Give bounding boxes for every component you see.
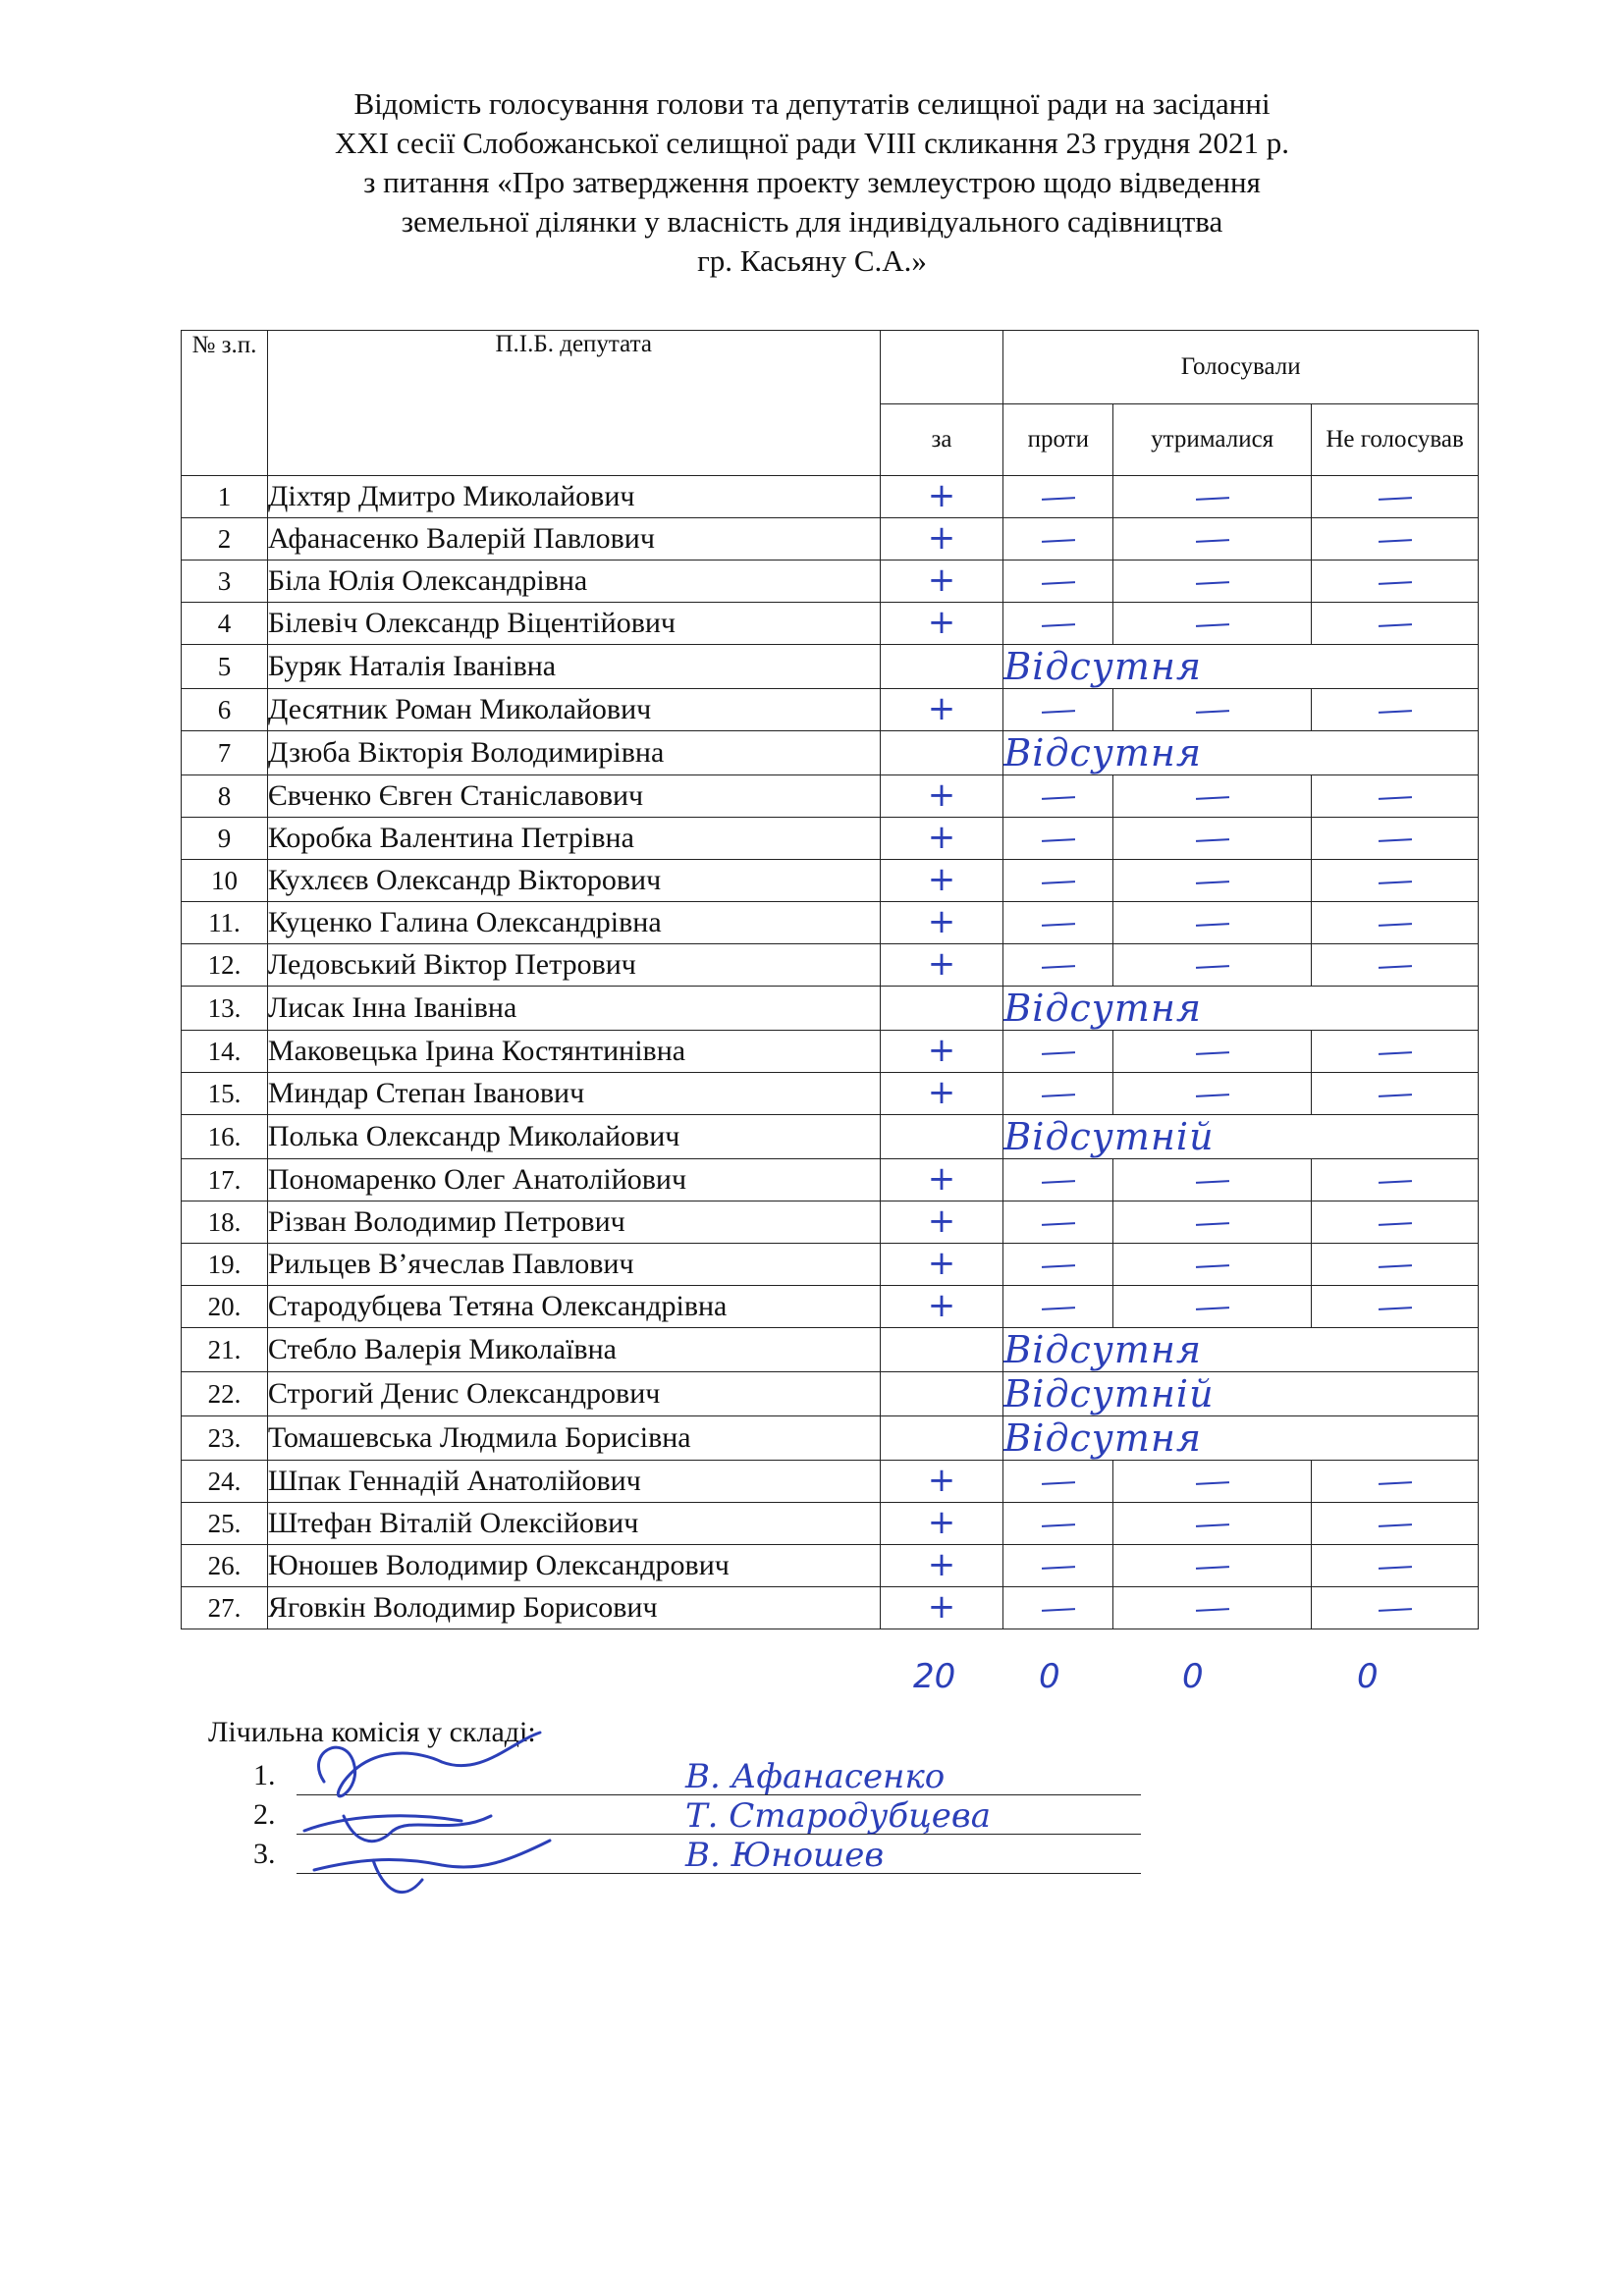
table-row bbox=[182, 1244, 1479, 1286]
plus-mark: + bbox=[927, 1587, 956, 1627]
dash-mark bbox=[1196, 1307, 1229, 1310]
plus-mark: + bbox=[927, 1545, 956, 1584]
vote-proty-cell bbox=[1003, 1201, 1113, 1244]
row-number: 10 bbox=[182, 860, 268, 902]
dash-mark bbox=[1196, 1481, 1229, 1485]
vote-proty-cell bbox=[1003, 944, 1113, 987]
vote-utrymalysia-cell bbox=[1113, 775, 1312, 818]
plus-mark: + bbox=[927, 476, 956, 515]
dash-mark bbox=[1196, 1180, 1229, 1184]
table-row bbox=[182, 645, 1479, 689]
dash-mark bbox=[1042, 1222, 1075, 1226]
member-number: 1. bbox=[253, 1759, 276, 1791]
vote-proty-cell bbox=[1003, 1545, 1113, 1587]
dash-mark bbox=[1379, 1481, 1412, 1485]
vote-za-cell bbox=[880, 902, 1003, 944]
header-name: П.І.Б. депутата bbox=[267, 331, 880, 476]
absent-note: Відсутня bbox=[1003, 1416, 1479, 1461]
vote-za-cell bbox=[880, 731, 1003, 775]
vote-utrymalysia-cell bbox=[1113, 689, 1312, 731]
total-utrymalysia: 0 bbox=[1182, 1657, 1204, 1696]
handwritten-signatures bbox=[285, 1723, 599, 1909]
dash-mark bbox=[1042, 1566, 1075, 1570]
plus-mark: + bbox=[927, 561, 956, 600]
dash-mark bbox=[1042, 1094, 1075, 1097]
plus-mark: + bbox=[927, 1201, 956, 1241]
header-ne-holosuvav: Не голосував bbox=[1312, 403, 1479, 476]
vote-za-cell bbox=[880, 1244, 1003, 1286]
title-line-1: Відомість голосування голови та депутатів селищної ради на засіданні bbox=[353, 86, 1271, 121]
vote-utrymalysia-cell bbox=[1113, 1587, 1312, 1629]
deputy-name: Юношев Володимир Олександрович bbox=[267, 1545, 880, 1587]
dash-mark bbox=[1042, 923, 1075, 927]
vote-za-cell bbox=[880, 1503, 1003, 1545]
deputy-name: Кухлєєв Олександр Вікторович bbox=[267, 860, 880, 902]
dash-mark bbox=[1196, 539, 1229, 543]
dash-mark bbox=[1196, 1523, 1229, 1527]
member-name: В. Афанасенко bbox=[685, 1757, 946, 1796]
vote-za-cell bbox=[880, 1461, 1003, 1503]
dash-mark bbox=[1196, 581, 1229, 585]
row-number: 7 bbox=[182, 731, 268, 775]
plus-mark: + bbox=[927, 518, 956, 558]
table-row bbox=[182, 818, 1479, 860]
plus-mark: + bbox=[927, 603, 956, 642]
table-row bbox=[182, 860, 1479, 902]
vote-za-cell bbox=[880, 1201, 1003, 1244]
dash-mark bbox=[1042, 838, 1075, 842]
vote-za-cell bbox=[880, 1159, 1003, 1201]
row-number: 13. bbox=[182, 987, 268, 1031]
vote-za-cell bbox=[880, 1372, 1003, 1416]
deputy-name: Діхтяр Дмитро Миколайович bbox=[267, 476, 880, 518]
vote-ne-holosuvav-cell bbox=[1312, 775, 1479, 818]
deputy-name: Десятник Роман Миколайович bbox=[267, 689, 880, 731]
vote-ne-holosuvav-cell bbox=[1312, 689, 1479, 731]
deputy-name: Полька Олександр Миколайович bbox=[267, 1115, 880, 1159]
dash-mark bbox=[1379, 1264, 1412, 1268]
vote-utrymalysia-cell bbox=[1113, 561, 1312, 603]
vote-utrymalysia-cell bbox=[1113, 1031, 1312, 1073]
row-number: 25. bbox=[182, 1503, 268, 1545]
row-number: 20. bbox=[182, 1286, 268, 1328]
dash-mark bbox=[1196, 965, 1229, 969]
vote-proty-cell bbox=[1003, 603, 1113, 645]
table-row bbox=[182, 476, 1479, 518]
plus-mark: + bbox=[927, 860, 956, 899]
table-row bbox=[182, 518, 1479, 561]
row-number: 24. bbox=[182, 1461, 268, 1503]
absent-note: Відсутній bbox=[1003, 1372, 1479, 1416]
row-number: 26. bbox=[182, 1545, 268, 1587]
deputy-name: Куценко Галина Олександрівна bbox=[267, 902, 880, 944]
member-number: 3. bbox=[253, 1838, 276, 1870]
dash-mark bbox=[1042, 581, 1075, 585]
deputy-name: Штефан Віталій Олексійович bbox=[267, 1503, 880, 1545]
row-number: 18. bbox=[182, 1201, 268, 1244]
vote-ne-holosuvav-cell bbox=[1312, 860, 1479, 902]
vote-ne-holosuvav-cell bbox=[1312, 1201, 1479, 1244]
dash-mark bbox=[1379, 623, 1412, 627]
vote-utrymalysia-cell bbox=[1113, 902, 1312, 944]
vote-utrymalysia-cell bbox=[1113, 603, 1312, 645]
dash-mark bbox=[1379, 1222, 1412, 1226]
header-proty: проти bbox=[1003, 403, 1113, 476]
table-row bbox=[182, 1031, 1479, 1073]
dash-mark bbox=[1042, 497, 1075, 501]
vote-za-cell bbox=[880, 818, 1003, 860]
vote-proty-cell bbox=[1003, 1073, 1113, 1115]
vote-za-cell bbox=[880, 860, 1003, 902]
dash-mark bbox=[1379, 1180, 1412, 1184]
header-utrymalysia: утрималися bbox=[1113, 403, 1312, 476]
dash-mark bbox=[1042, 1264, 1075, 1268]
vote-ne-holosuvav-cell bbox=[1312, 1587, 1479, 1629]
table-row bbox=[182, 731, 1479, 775]
plus-mark: + bbox=[927, 1461, 956, 1500]
vote-proty-cell bbox=[1003, 1503, 1113, 1545]
vote-utrymalysia-cell bbox=[1113, 944, 1312, 987]
vote-ne-holosuvav-cell bbox=[1312, 1031, 1479, 1073]
plus-mark: + bbox=[927, 1073, 956, 1112]
plus-mark: + bbox=[927, 689, 956, 728]
vote-za-cell bbox=[880, 689, 1003, 731]
dash-mark bbox=[1042, 881, 1075, 884]
table-row bbox=[182, 603, 1479, 645]
row-number: 14. bbox=[182, 1031, 268, 1073]
dash-mark bbox=[1196, 923, 1229, 927]
plus-mark: + bbox=[927, 944, 956, 984]
vote-utrymalysia-cell bbox=[1113, 818, 1312, 860]
member-name: Т. Стародубцева bbox=[685, 1796, 991, 1836]
vote-proty-cell bbox=[1003, 1461, 1113, 1503]
row-number: 3 bbox=[182, 561, 268, 603]
absent-note: Відсутня bbox=[1003, 731, 1479, 775]
dash-mark bbox=[1379, 497, 1412, 501]
deputy-name: Коробка Валентина Петрівна bbox=[267, 818, 880, 860]
table-row bbox=[182, 1201, 1479, 1244]
signature-2 bbox=[304, 1816, 491, 1842]
row-number: 19. bbox=[182, 1244, 268, 1286]
table-row bbox=[182, 1115, 1479, 1159]
vote-ne-holosuvav-cell bbox=[1312, 518, 1479, 561]
vote-proty-cell bbox=[1003, 476, 1113, 518]
total-proty: 0 bbox=[1039, 1657, 1060, 1696]
vote-za-cell bbox=[880, 1031, 1003, 1073]
table-row bbox=[182, 561, 1479, 603]
vote-utrymalysia-cell bbox=[1113, 1503, 1312, 1545]
dash-mark bbox=[1042, 1481, 1075, 1485]
vote-ne-holosuvav-cell bbox=[1312, 818, 1479, 860]
plus-mark: + bbox=[927, 1031, 956, 1070]
plus-mark: + bbox=[927, 1503, 956, 1542]
plus-mark: + bbox=[927, 902, 956, 941]
vote-za-cell bbox=[880, 603, 1003, 645]
voting-table bbox=[181, 330, 1479, 1629]
deputy-name: Маковецька Ірина Костянтинівна bbox=[267, 1031, 880, 1073]
vote-za-cell bbox=[880, 645, 1003, 689]
absent-note: Відсутня bbox=[1003, 645, 1479, 689]
dash-mark bbox=[1379, 581, 1412, 585]
title-line-2: XXI сесії Слобожанської селищної ради VIII скликання 23 грудня 2021 р. bbox=[334, 126, 1290, 160]
dash-mark bbox=[1379, 1566, 1412, 1570]
row-number: 22. bbox=[182, 1372, 268, 1416]
dash-mark bbox=[1042, 1608, 1075, 1612]
deputy-name: Біла Юлія Олександрівна bbox=[267, 561, 880, 603]
row-number: 12. bbox=[182, 944, 268, 987]
vote-ne-holosuvav-cell bbox=[1312, 1244, 1479, 1286]
vote-za-cell bbox=[880, 987, 1003, 1031]
row-number: 5 bbox=[182, 645, 268, 689]
vote-za-cell bbox=[880, 1587, 1003, 1629]
dash-mark bbox=[1379, 1608, 1412, 1612]
vote-proty-cell bbox=[1003, 518, 1113, 561]
row-number: 16. bbox=[182, 1115, 268, 1159]
vote-za-cell bbox=[880, 775, 1003, 818]
vote-ne-holosuvav-cell bbox=[1312, 1159, 1479, 1201]
dash-mark bbox=[1379, 796, 1412, 800]
dash-mark bbox=[1196, 710, 1229, 714]
plus-mark: + bbox=[927, 1286, 956, 1325]
deputy-name: Яговкін Володимир Борисович bbox=[267, 1587, 880, 1629]
table-row bbox=[182, 1545, 1479, 1587]
total-ne-holosuvav: 0 bbox=[1357, 1657, 1379, 1696]
vote-utrymalysia-cell bbox=[1113, 1286, 1312, 1328]
vote-za-cell bbox=[880, 1545, 1003, 1587]
dash-mark bbox=[1379, 1307, 1412, 1310]
vote-za-cell bbox=[880, 1073, 1003, 1115]
vote-proty-cell bbox=[1003, 1031, 1113, 1073]
table-row bbox=[182, 987, 1479, 1031]
deputy-name: Шпак Геннадій Анатолійович bbox=[267, 1461, 880, 1503]
vote-za-cell bbox=[880, 1286, 1003, 1328]
vote-utrymalysia-cell bbox=[1113, 1159, 1312, 1201]
row-number: 23. bbox=[182, 1416, 268, 1461]
deputy-name: Миндар Степан Іванович bbox=[267, 1073, 880, 1115]
dash-mark bbox=[1196, 1094, 1229, 1097]
dash-mark bbox=[1379, 710, 1412, 714]
dash-mark bbox=[1196, 1051, 1229, 1055]
deputy-name: Дзюба Вікторія Володимирівна bbox=[267, 731, 880, 775]
row-number: 1 bbox=[182, 476, 268, 518]
dash-mark bbox=[1042, 710, 1075, 714]
dash-mark bbox=[1042, 796, 1075, 800]
deputy-name: Буряк Наталія Іванівна bbox=[267, 645, 880, 689]
deputy-name: Стебло Валерія Миколаївна bbox=[267, 1328, 880, 1372]
table-row bbox=[182, 1328, 1479, 1372]
totals-row bbox=[0, 1657, 1624, 1706]
absent-note: Відсутній bbox=[1003, 1115, 1479, 1159]
vote-ne-holosuvav-cell bbox=[1312, 476, 1479, 518]
dash-mark bbox=[1042, 1051, 1075, 1055]
dash-mark bbox=[1196, 796, 1229, 800]
title-line-3: з питання «Про затвердження проекту землеустрою щодо відведення bbox=[363, 165, 1261, 199]
vote-proty-cell bbox=[1003, 689, 1113, 731]
table-row bbox=[182, 1372, 1479, 1416]
header-blank bbox=[880, 331, 1003, 404]
row-number: 8 bbox=[182, 775, 268, 818]
vote-utrymalysia-cell bbox=[1113, 476, 1312, 518]
absent-note: Відсутня bbox=[1003, 987, 1479, 1031]
header-za: за bbox=[880, 403, 1003, 476]
deputy-name: Рильцев В’ячеслав Павлович bbox=[267, 1244, 880, 1286]
dash-mark bbox=[1042, 623, 1075, 627]
dash-mark bbox=[1042, 1523, 1075, 1527]
vote-za-cell bbox=[880, 944, 1003, 987]
deputy-name: Стародубцева Тетяна Олександрівна bbox=[267, 1286, 880, 1328]
dash-mark bbox=[1196, 1566, 1229, 1570]
header-number: № з.п. bbox=[182, 331, 268, 476]
table-row bbox=[182, 1159, 1479, 1201]
dash-mark bbox=[1042, 1307, 1075, 1310]
vote-ne-holosuvav-cell bbox=[1312, 1545, 1479, 1587]
deputy-name: Ледовський Віктор Петрович bbox=[267, 944, 880, 987]
vote-utrymalysia-cell bbox=[1113, 1244, 1312, 1286]
dash-mark bbox=[1379, 1094, 1412, 1097]
absent-note: Відсутня bbox=[1003, 1328, 1479, 1372]
vote-za-cell bbox=[880, 1416, 1003, 1461]
dash-mark bbox=[1379, 539, 1412, 543]
deputy-name: Білевіч Олександр Віцентійович bbox=[267, 603, 880, 645]
dash-mark bbox=[1042, 965, 1075, 969]
plus-mark: + bbox=[927, 1244, 956, 1283]
plus-mark: + bbox=[927, 1159, 956, 1199]
dash-mark bbox=[1379, 881, 1412, 884]
vote-ne-holosuvav-cell bbox=[1312, 1503, 1479, 1545]
row-number: 9 bbox=[182, 818, 268, 860]
dash-mark bbox=[1196, 1222, 1229, 1226]
dash-mark bbox=[1042, 539, 1075, 543]
dash-mark bbox=[1379, 1523, 1412, 1527]
total-za: 20 bbox=[913, 1657, 956, 1696]
row-number: 6 bbox=[182, 689, 268, 731]
vote-utrymalysia-cell bbox=[1113, 1545, 1312, 1587]
vote-ne-holosuvav-cell bbox=[1312, 944, 1479, 987]
vote-za-cell bbox=[880, 1115, 1003, 1159]
row-number: 15. bbox=[182, 1073, 268, 1115]
deputy-name: Лисак Інна Іванівна bbox=[267, 987, 880, 1031]
header-voted: Голосували bbox=[1003, 331, 1479, 404]
deputy-name: Різван Володимир Петрович bbox=[267, 1201, 880, 1244]
table-row bbox=[182, 1416, 1479, 1461]
vote-utrymalysia-cell bbox=[1113, 518, 1312, 561]
document-title bbox=[0, 84, 1624, 281]
dash-mark bbox=[1196, 881, 1229, 884]
table-row bbox=[182, 1503, 1479, 1545]
vote-ne-holosuvav-cell bbox=[1312, 1286, 1479, 1328]
dash-mark bbox=[1196, 623, 1229, 627]
vote-za-cell bbox=[880, 518, 1003, 561]
deputy-name: Афанасенко Валерій Павлович bbox=[267, 518, 880, 561]
plus-mark: + bbox=[927, 775, 956, 815]
vote-za-cell bbox=[880, 561, 1003, 603]
table-row bbox=[182, 1073, 1479, 1115]
vote-proty-cell bbox=[1003, 818, 1113, 860]
title-line-5: гр. Касьяну С.А.» bbox=[697, 243, 927, 278]
signature-1 bbox=[318, 1733, 540, 1796]
vote-ne-holosuvav-cell bbox=[1312, 561, 1479, 603]
vote-proty-cell bbox=[1003, 1286, 1113, 1328]
vote-ne-holosuvav-cell bbox=[1312, 1461, 1479, 1503]
row-number: 21. bbox=[182, 1328, 268, 1372]
deputy-name: Строгий Денис Олександрович bbox=[267, 1372, 880, 1416]
vote-proty-cell bbox=[1003, 1587, 1113, 1629]
vote-proty-cell bbox=[1003, 1159, 1113, 1201]
table-row bbox=[182, 775, 1479, 818]
deputy-name: Пономаренко Олег Анатолійович bbox=[267, 1159, 880, 1201]
vote-proty-cell bbox=[1003, 1244, 1113, 1286]
vote-za-cell bbox=[880, 1328, 1003, 1372]
row-number: 2 bbox=[182, 518, 268, 561]
vote-utrymalysia-cell bbox=[1113, 1073, 1312, 1115]
dash-mark bbox=[1196, 1264, 1229, 1268]
row-number: 17. bbox=[182, 1159, 268, 1201]
dash-mark bbox=[1379, 1051, 1412, 1055]
row-number: 27. bbox=[182, 1587, 268, 1629]
table-row bbox=[182, 1286, 1479, 1328]
commission-label: Лічильна комісія у складі: bbox=[208, 1716, 536, 1748]
dash-mark bbox=[1196, 838, 1229, 842]
signature-3 bbox=[314, 1841, 550, 1893]
member-number: 2. bbox=[253, 1798, 276, 1831]
row-number: 11. bbox=[182, 902, 268, 944]
dash-mark bbox=[1379, 923, 1412, 927]
vote-proty-cell bbox=[1003, 902, 1113, 944]
plus-mark: + bbox=[927, 818, 956, 857]
table-row bbox=[182, 1587, 1479, 1629]
dash-mark bbox=[1196, 497, 1229, 501]
row-number: 4 bbox=[182, 603, 268, 645]
title-line-4: земельної ділянки у власність для індивідуального садівництва bbox=[401, 204, 1223, 239]
vote-proty-cell bbox=[1003, 561, 1113, 603]
dash-mark bbox=[1042, 1180, 1075, 1184]
table-row bbox=[182, 1461, 1479, 1503]
vote-proty-cell bbox=[1003, 775, 1113, 818]
dash-mark bbox=[1379, 838, 1412, 842]
vote-utrymalysia-cell bbox=[1113, 1461, 1312, 1503]
table-row bbox=[182, 944, 1479, 987]
vote-ne-holosuvav-cell bbox=[1312, 902, 1479, 944]
table-row bbox=[182, 902, 1479, 944]
vote-utrymalysia-cell bbox=[1113, 1201, 1312, 1244]
deputy-name: Євченко Євген Станіславович bbox=[267, 775, 880, 818]
vote-utrymalysia-cell bbox=[1113, 860, 1312, 902]
vote-za-cell bbox=[880, 476, 1003, 518]
deputy-name: Томашевська Людмила Борисівна bbox=[267, 1416, 880, 1461]
table-row bbox=[182, 689, 1479, 731]
vote-proty-cell bbox=[1003, 860, 1113, 902]
vote-ne-holosuvav-cell bbox=[1312, 603, 1479, 645]
member-name: В. Юношев bbox=[685, 1836, 885, 1875]
dash-mark bbox=[1196, 1608, 1229, 1612]
vote-ne-holosuvav-cell bbox=[1312, 1073, 1479, 1115]
dash-mark bbox=[1379, 965, 1412, 969]
